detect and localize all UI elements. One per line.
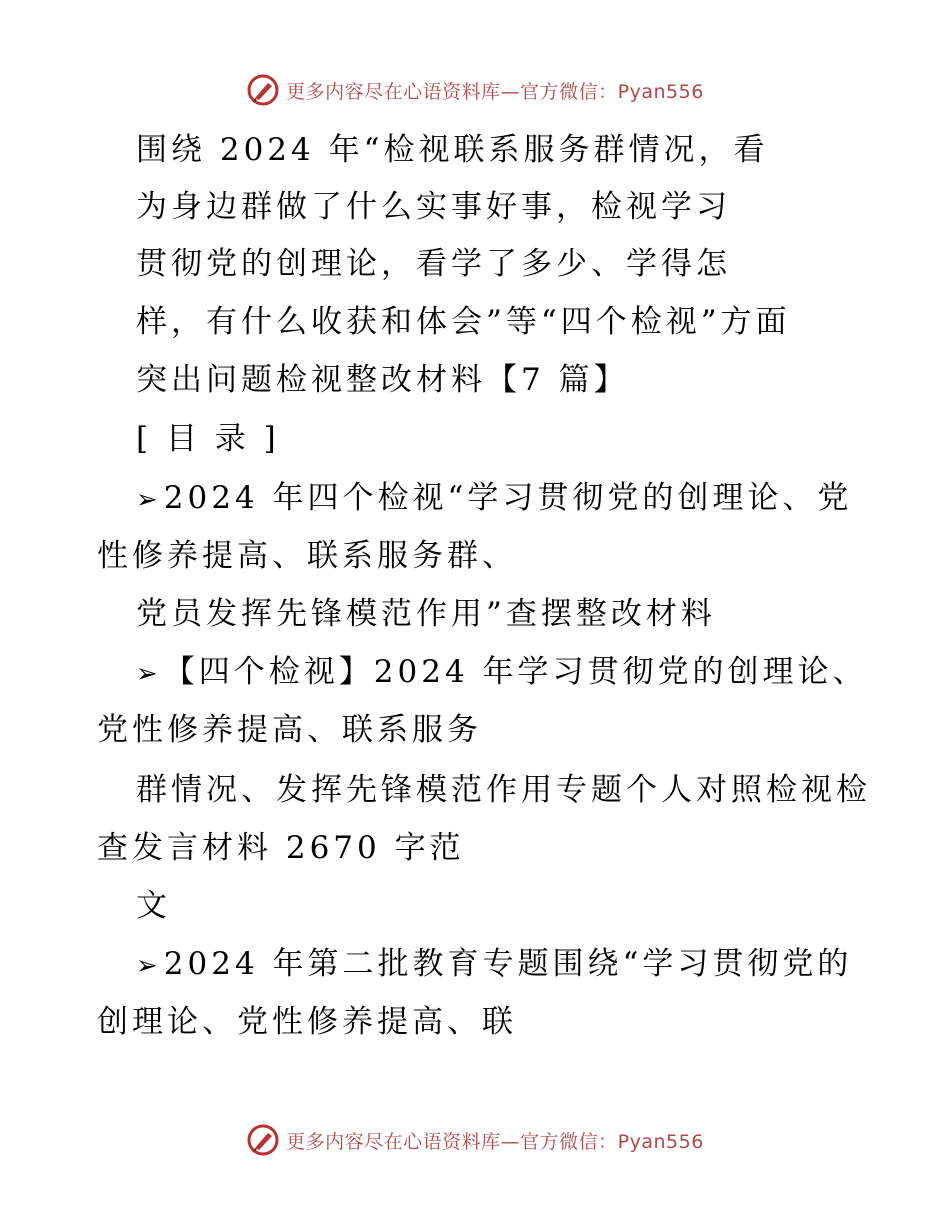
toc-entry-2-line-3[interactable]: 群情况、发挥先锋模范作用专题个人对照检视检: [136, 772, 871, 808]
toc-entry-2-line-1[interactable]: [136, 650, 868, 696]
toc-entry-2-text-1: 【四个检视】2024 年学习贯彻党的创理论、: [163, 654, 868, 690]
bullet-arrow-icon: ➢: [136, 951, 162, 981]
title-line-5: 突出问题检视整改材料【7 篇】: [136, 362, 629, 398]
toc-entry-1-line-3[interactable]: 党员发挥先锋模范作用”查摆整改材料: [136, 596, 716, 632]
title-line-1: 围绕 2024 年“检视联系服务群情况，看: [136, 132, 769, 168]
toc-entry-2-line-4[interactable]: 查发言材料 2670 字范: [97, 830, 465, 866]
toc-entry-3-text-1: 2024 年第二批教育专题围绕“学习贯彻党的: [163, 946, 853, 982]
footer-banner-inner: [246, 1123, 704, 1157]
toc-entry-1-line-2[interactable]: 性修养提高、联系服务群、: [97, 538, 517, 574]
toc-entry-3-line-1[interactable]: [136, 942, 852, 988]
bullet-arrow-icon: ➢: [136, 485, 162, 515]
footer-banner: [0, 1120, 950, 1160]
title-line-2: 为身边群做了什么实事好事，检视学习: [136, 189, 731, 225]
header-banner: [0, 70, 950, 110]
toc-entry-3-line-2[interactable]: 创理论、党性修养提高、联: [97, 1004, 517, 1040]
toc-entry-2-line-2[interactable]: 党性修养提高、联系服务: [97, 712, 482, 748]
toc-entry-1-text-1: 2024 年四个检视“学习贯彻党的创理论、党: [163, 480, 853, 516]
title-line-3: 贯彻党的创理论，看学了多少、学得怎: [136, 246, 731, 282]
title-line-4: 样，有什么收获和体会”等“四个检视”方面: [136, 304, 791, 340]
pen-logo-icon: [246, 73, 280, 107]
bullet-arrow-icon: ➢: [136, 659, 162, 689]
header-banner-inner: [246, 73, 704, 107]
toc-entry-2-line-5[interactable]: 文: [136, 888, 171, 924]
pen-logo-icon: [246, 1123, 280, 1157]
toc-heading: [ 目 录 ]: [136, 421, 280, 457]
header-banner-text: 更多内容尽在心语资料库—官方微信：Pyan556: [286, 80, 704, 103]
toc-entry-1-line-1[interactable]: [136, 476, 852, 522]
footer-banner-text: 更多内容尽在心语资料库—官方微信：Pyan556: [286, 1130, 704, 1153]
